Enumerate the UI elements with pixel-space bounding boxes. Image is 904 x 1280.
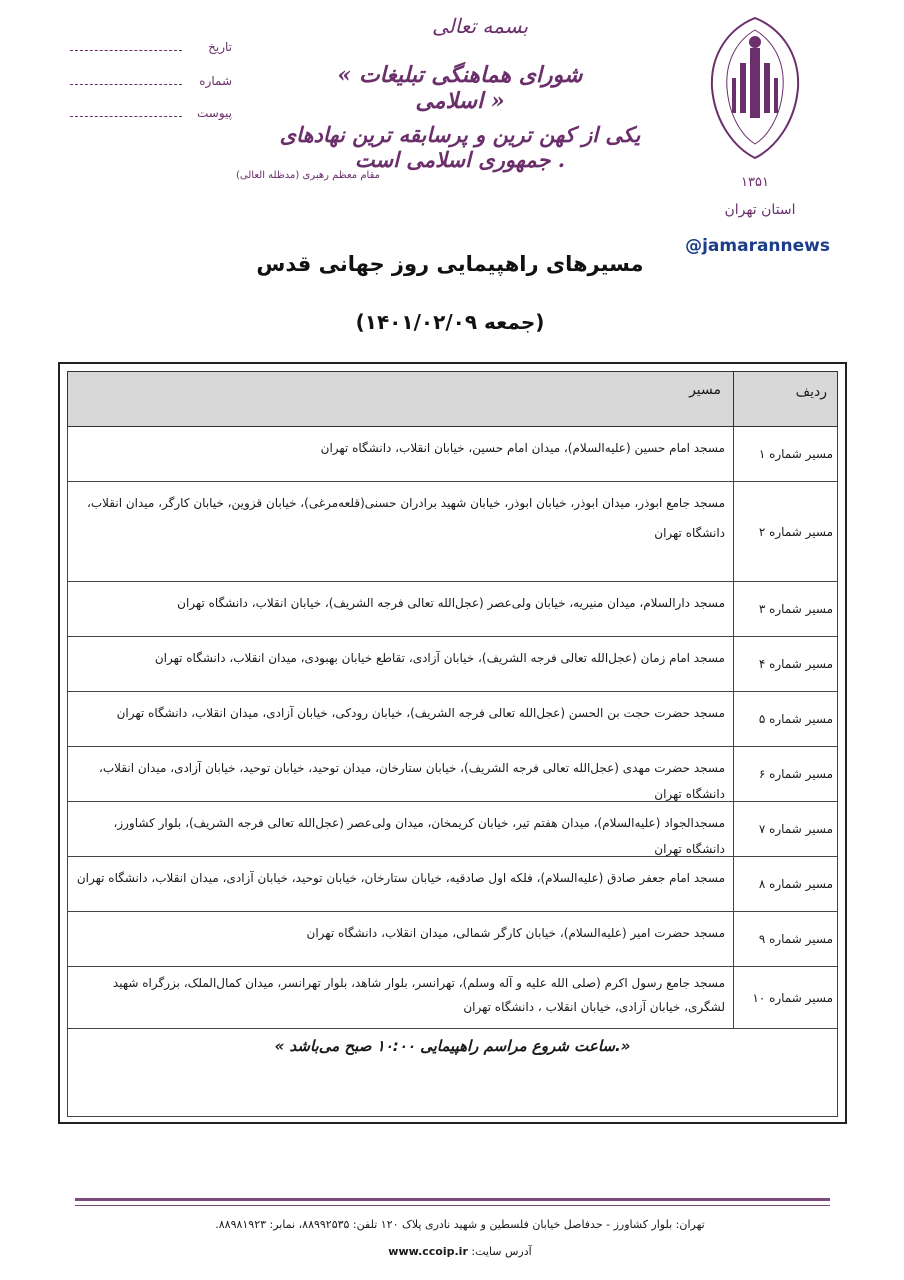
- footer-site-url[interactable]: www.ccoip.ir: [388, 1245, 468, 1258]
- footer-divider-thin: [75, 1205, 830, 1206]
- leader-quote: یکی از کهن ترین و پرسابقه ترین نهادهای جمهوری اسلامی است .: [279, 122, 641, 172]
- organization-logo: [690, 8, 820, 193]
- quote-source: مقام معظم رهبری (مدظله العالی): [236, 170, 380, 181]
- routes-table: [58, 362, 847, 1124]
- footer-divider-thick: [75, 1198, 830, 1201]
- start-time-note: « ساعت شروع مراسم راهپیمایی ۱۰:۰۰ صبح می‌باشد.»: [67, 1029, 838, 1117]
- table-row: [67, 747, 838, 802]
- meta-number-label: شماره: [199, 74, 232, 88]
- meta-attachment-label: پیوست: [197, 106, 232, 120]
- header-row-number: ردیف: [733, 372, 837, 426]
- meta-attachment-row: [62, 106, 232, 126]
- table-row: [67, 857, 838, 912]
- province-label: استان تهران: [724, 202, 796, 218]
- row-label: مسیر شماره ۸: [733, 857, 837, 911]
- document-date: (جمعه ۱۴۰۱/۰۲/۰۹): [355, 310, 545, 334]
- row-label: مسیر شماره ۶: [733, 747, 837, 801]
- table-header: [67, 371, 838, 427]
- row-label: مسیر شماره ۱۰: [733, 967, 837, 1028]
- meta-date-label: تاریخ: [208, 40, 232, 54]
- logo-year: ۱۳۵۱: [741, 175, 769, 190]
- row-route: مسجد دارالسلام، میدان منیریه، خیابان ولی‌عصر (عجل‌الله تعالی فرجه الشریف)، خیابان انقلاب، دانشگاه تهران: [177, 596, 725, 610]
- header-route: مسیر: [689, 382, 721, 398]
- meta-attachment-line: [70, 116, 182, 117]
- table-row: [67, 692, 838, 747]
- row-route: مسجدالجواد (علیه‌السلام)، میدان هفتم تیر، خیابان کریمخان، میدان ولی‌عصر (عجل‌الله تعالی فرجه الشریف)، بلوار کشاورز، دانشگاه تهران: [113, 816, 725, 856]
- table-row: [67, 912, 838, 967]
- table-row: [67, 637, 838, 692]
- document-title: مسیرهای راهپیمایی روز جهانی قدس: [256, 252, 644, 276]
- row-label: مسیر شماره ۲: [733, 482, 837, 581]
- row-label: مسیر شماره ۷: [733, 802, 837, 856]
- row-route: مسجد حضرت حجت بن الحسن (عجل‌الله تعالی فرجه الشریف)، خیابان رودکی، خیابان آزادی، میدان انقلاب، دانشگاه تهران: [116, 706, 725, 720]
- row-route: مسجد جامع ابوذر، میدان ابوذر، خیابان ابوذر، خیابان شهید برادران حسنی(قلعه‌مرغی)، خیابان قزوین، خیابان کارگر، میدان انقلاب، دانشگاه تهران: [86, 496, 725, 540]
- row-route: مسجد حضرت مهدی (عجل‌الله تعالی فرجه الشریف)، خیابان ستارخان، میدان توحید، خیابان توحید، خیابان آزادی، میدان انقلاب، دانشگاه تهران: [99, 761, 725, 801]
- organization-name: « شورای هماهنگی تبلیغات اسلامی »: [337, 62, 583, 114]
- table-row: [67, 482, 838, 582]
- footer-site-label: آدرس سایت:: [471, 1245, 532, 1258]
- footer-site: [300, 1245, 620, 1258]
- table-row: [67, 582, 838, 637]
- meta-number-line: [70, 84, 182, 85]
- row-route: مسجد حضرت امیر (علیه‌السلام)، خیابان کارگر شمالی، میدان انقلاب، دانشگاه تهران: [306, 926, 725, 940]
- meta-number-row: [62, 74, 232, 94]
- row-label: مسیر شماره ۹: [733, 912, 837, 966]
- table-row: [67, 427, 838, 482]
- row-route: مسجد امام زمان (عجل‌الله تعالی فرجه الشریف)، خیابان آزادی، تقاطع خیابان بهبودی، میدان انقلاب، دانشگاه تهران: [154, 651, 725, 665]
- table-row: [67, 802, 838, 857]
- row-label: مسیر شماره ۴: [733, 637, 837, 691]
- row-route: مسجد امام حسین (علیه‌السلام)، میدان امام حسین، خیابان انقلاب، دانشگاه تهران: [320, 441, 725, 455]
- row-route: مسجد امام جعفر صادق (علیه‌السلام)، فلکه اول صادقیه، خیابان ستارخان، خیابان توحید، خیابان آزادی، میدان انقلاب، دانشگاه تهران: [76, 871, 725, 885]
- row-label: مسیر شماره ۱: [733, 427, 837, 481]
- jamaran-watermark: @jamarannews: [685, 236, 830, 256]
- bismillah-heading: بسمه تعالی: [431, 14, 529, 38]
- row-label: مسیر شماره ۵: [733, 692, 837, 746]
- row-label: مسیر شماره ۳: [733, 582, 837, 636]
- footer-address: تهران: بلوار کشاورز - حدفاصل خیابان فلسطین و شهید نادری پلاک ۱۲۰ تلفن: ۸۸۹۹۲۵۳۵، نمابر: ۸۸۹۸۱۹۲۳.: [215, 1218, 705, 1231]
- meta-date-line: [70, 50, 182, 51]
- meta-date-row: [62, 40, 232, 60]
- row-route: مسجد جامع رسول اکرم (صلی الله علیه و آله وسلم)، تهرانسر، بلوار شاهد، بلوار تهرانسر، میدان کمال‌الملک، بزرگراه شهید لشگری، خیابان آزادی، خیابان انقلاب ، دانشگاه تهران: [112, 976, 725, 1014]
- table-row: [67, 967, 838, 1029]
